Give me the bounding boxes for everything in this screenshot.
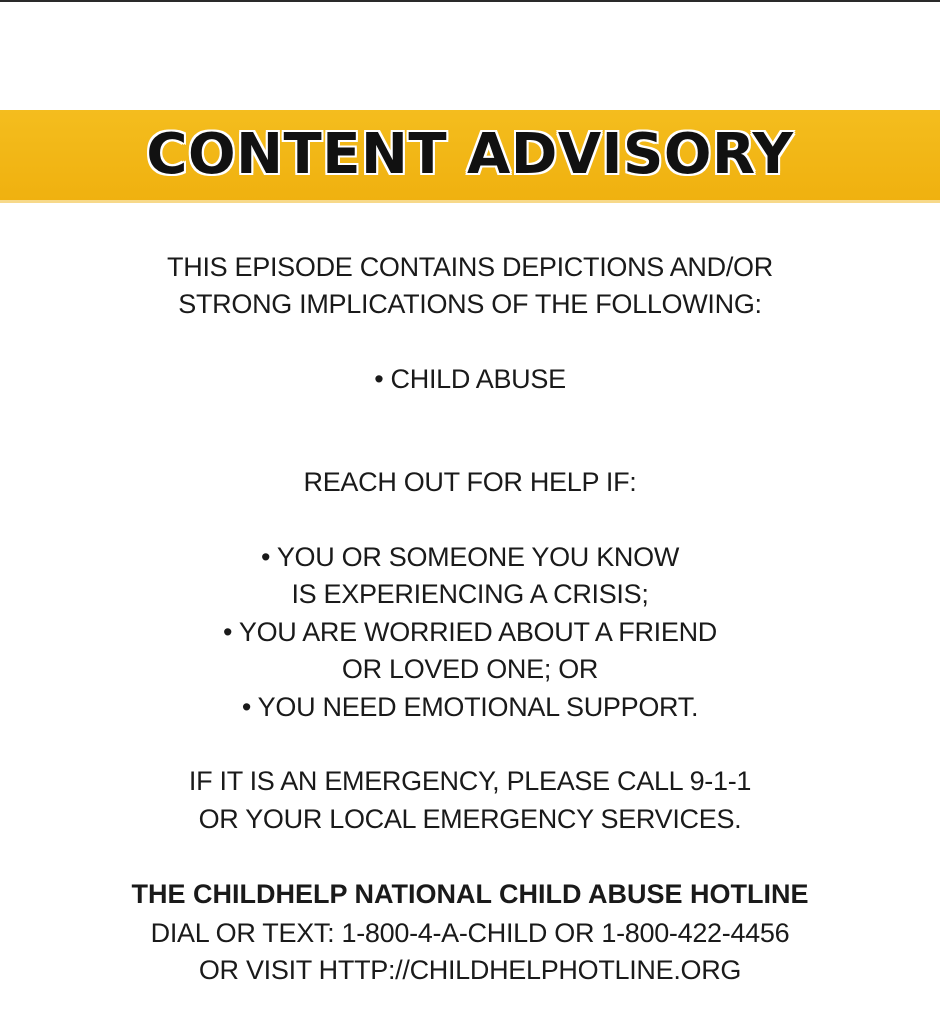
hotline-phone: DIAL OR TEXT: 1-800-4-A-CHILD OR 1-800-422-4456 [150,918,790,948]
advisory-banner [0,110,940,203]
intro-line-2: STRONG IMPLICATIONS OF THE FOLLOWING: [178,289,762,319]
help-line: • YOU ARE WORRIED ABOUT A FRIEND [223,617,717,647]
emergency-line-2: OR YOUR LOCAL EMERGENCY SERVICES. [198,804,742,834]
help-line: • YOU NEED EMOTIONAL SUPPORT. [241,692,699,722]
emergency-line-1: IF IT IS AN EMERGENCY, PLEASE CALL 9-1-1 [188,766,752,796]
top-divider [0,0,940,2]
help-line: • YOU OR SOMEONE YOU KNOW [260,542,679,572]
help-line: OR LOVED ONE; OR [341,654,599,684]
hotline-website: OR VISIT HTTP://CHILDHELPHOTLINE.ORG [198,955,742,985]
hotline-name: THE CHILDHELP NATIONAL CHILD ABUSE HOTLINE [131,879,809,909]
intro-line-1: THIS EPISODE CONTAINS DEPICTIONS AND/OR [167,252,773,282]
advisory-title: CONTENT ADVISORY [146,122,794,187]
help-line: IS EXPERIENCING A CRISIS; [291,579,649,609]
topic-item: • CHILD ABUSE [374,364,566,394]
help-heading: REACH OUT FOR HELP IF: [303,467,637,497]
